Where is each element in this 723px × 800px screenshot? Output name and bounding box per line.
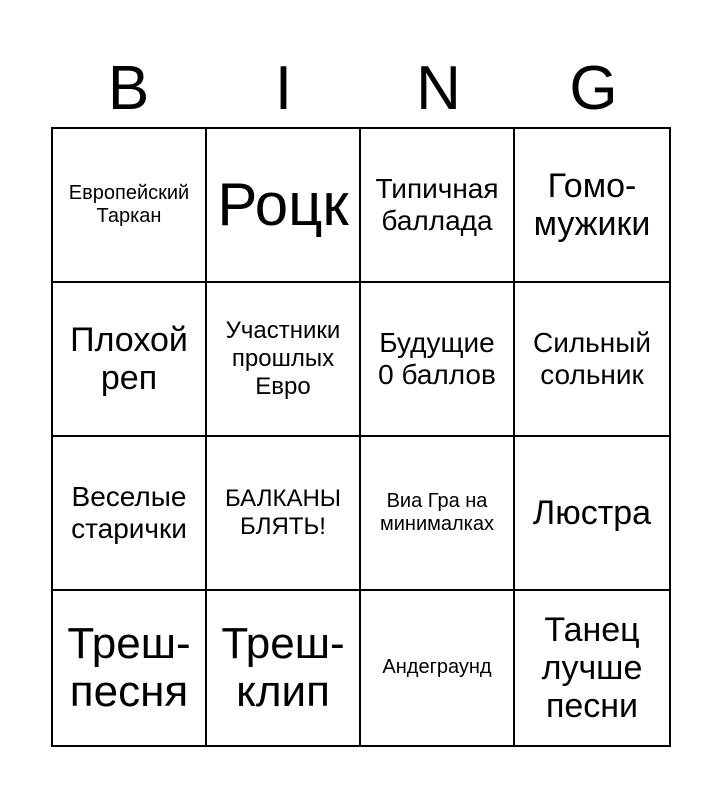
- bingo-cell-r1c3[interactable]: [361, 129, 515, 283]
- cell-label: Сильный сольник: [532, 326, 651, 390]
- bingo-cell-r3c3[interactable]: [361, 437, 515, 591]
- header-letter-b: B: [107, 54, 150, 123]
- bingo-cell-r3c4[interactable]: [515, 437, 669, 591]
- bingo-cell-r4c1[interactable]: [53, 591, 207, 745]
- bingo-cell-r1c2[interactable]: [207, 129, 361, 283]
- bingo-cell-r2c2[interactable]: [207, 283, 361, 437]
- cell-label: Роцк: [217, 171, 349, 239]
- cell-label: Плохой реп: [70, 320, 188, 397]
- cell-label: Европейский Таркан: [68, 181, 190, 227]
- cell-label: Будущие 0 баллов: [378, 326, 496, 390]
- bingo-cell-r2c4[interactable]: [515, 283, 669, 437]
- header-letter-i: I: [274, 54, 293, 123]
- cell-label: Типичная баллада: [375, 172, 499, 236]
- bingo-cell-r4c3[interactable]: [361, 591, 515, 745]
- header-letter-g: G: [569, 54, 618, 123]
- cell-label: Виа Гра на минималках: [380, 489, 494, 535]
- header-letter-n: N: [416, 54, 461, 123]
- bingo-header: [51, 50, 671, 128]
- bingo-board: [51, 127, 671, 747]
- cell-label: Участники прошлых Евро: [225, 317, 341, 400]
- bingo-cell-r4c4[interactable]: [515, 591, 669, 745]
- bingo-cell-r2c3[interactable]: [361, 283, 515, 437]
- cell-label: Веселые старички: [71, 480, 187, 544]
- bingo-cell-r1c1[interactable]: [53, 129, 207, 283]
- bingo-cell-r1c4[interactable]: [515, 129, 669, 283]
- cell-label: БАЛКАНЫ БЛЯТЬ!: [224, 485, 342, 540]
- cell-label: Треш- песня: [67, 619, 191, 716]
- bingo-cell-r3c1[interactable]: [53, 437, 207, 591]
- cell-label: Люстра: [532, 493, 652, 532]
- cell-label: Танец лучше песни: [541, 610, 643, 726]
- bingo-cell-r2c1[interactable]: [53, 283, 207, 437]
- bingo-cell-r4c2[interactable]: [207, 591, 361, 745]
- bingo-cell-r3c2[interactable]: [207, 437, 361, 591]
- cell-label: Гомо- мужики: [533, 166, 651, 243]
- cell-label: Треш- клип: [221, 619, 345, 716]
- cell-label: Андеграунд: [382, 656, 492, 679]
